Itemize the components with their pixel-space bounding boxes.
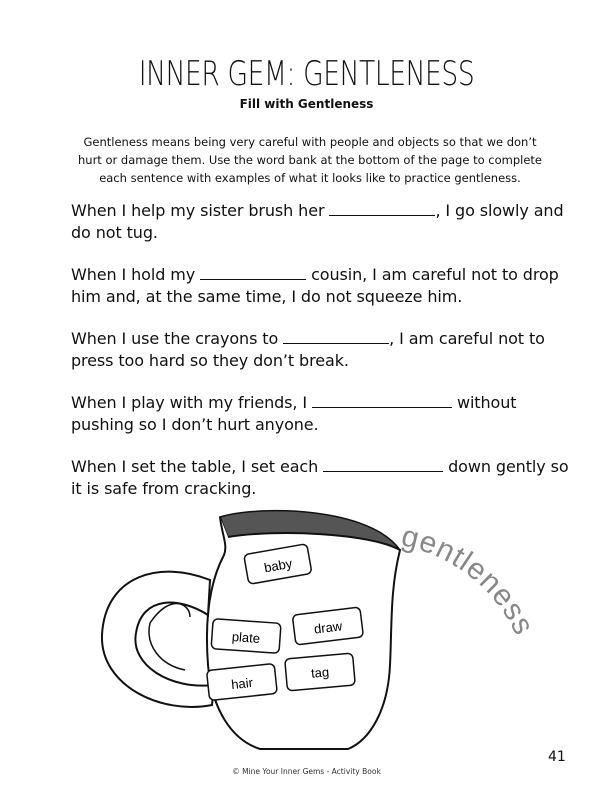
word-label: baby — [262, 555, 294, 576]
word-chip-tag[interactable] — [285, 653, 356, 691]
answer-blank[interactable] — [312, 393, 452, 408]
sentence-text-after: down gently so it is safe from cracking. — [71, 457, 569, 498]
sentence-text-after: without pushing so I don’t hurt anyone. — [71, 393, 517, 434]
word-label: draw — [313, 618, 343, 637]
sentence-2 — [71, 264, 581, 308]
sentence-text-before: When I use the crayons to — [71, 329, 284, 348]
sentence-4 — [71, 392, 581, 436]
sentence-5 — [71, 456, 581, 500]
sentence-text-before: When I set the table, I set each — [71, 457, 324, 476]
sentence-text-after: , I go slowly and do not tug. — [71, 201, 564, 242]
copyright-footer: © Mine Your Inner Gems - Activity Book — [232, 767, 381, 776]
sentence-text-before: When I hold my — [71, 265, 201, 284]
pitcher-word-bank — [100, 505, 560, 755]
page-title: INNER GEM: GENTLENESS — [138, 54, 475, 94]
sentence-text-after: cousin, I am careful not to drop him and, at the same time, I do not squeeze him. — [71, 265, 559, 306]
sentence-text-before: When I play with my friends, I — [71, 393, 312, 412]
page-subtitle: Fill with Gentleness — [239, 97, 374, 111]
sentence-text-before: When I help my sister brush her — [71, 201, 330, 220]
page-number: 41 — [548, 749, 566, 765]
answer-blank[interactable] — [200, 265, 306, 280]
sentence-3 — [71, 328, 581, 372]
sentence-1 — [71, 200, 581, 244]
answer-blank[interactable] — [283, 329, 389, 344]
answer-blank[interactable] — [323, 457, 443, 472]
word-label: tag — [310, 664, 330, 681]
word-label: hair — [230, 674, 254, 693]
word-label: plate — [231, 629, 261, 646]
fill-in-sentences — [71, 200, 581, 520]
answer-blank[interactable] — [329, 201, 435, 216]
gentleness-arc-text — [398, 520, 540, 641]
sentence-text-after: , I am careful not to press too hard so they don’t break. — [71, 329, 545, 370]
instructions-text: Gentleness means being very careful with people and objects so that we don’t hurt or damage them. Use the word bank at the bottom of the page to complete each sentence with examples of what it looks like to practice gentleness. — [78, 135, 542, 185]
word-chip-plate[interactable] — [211, 619, 281, 654]
word-chip-hair[interactable] — [207, 664, 278, 701]
arc-label: gentleness — [398, 519, 541, 641]
